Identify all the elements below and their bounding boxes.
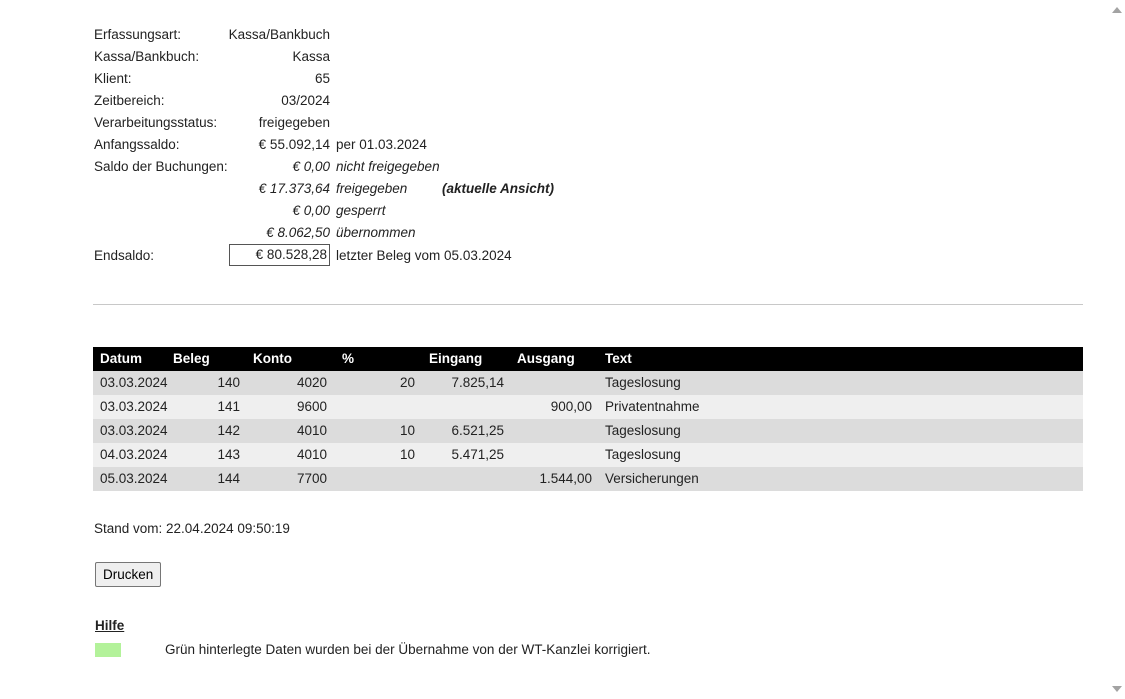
cell-percent: 10 [399,423,415,438]
cell-datum: 03.03.2024 [100,399,168,414]
cell-text: Privatentnahme [605,399,700,414]
stand-timestamp: Stand vom: 22.04.2024 09:50:19 [94,521,290,536]
cell-text: Tageslosung [605,375,681,390]
table-row [93,371,1083,395]
header-text: Text [605,351,632,366]
zeitbereich-value: 03/2024 [281,93,330,108]
cell-beleg: 143 [217,447,240,462]
cell-beleg: 142 [217,423,240,438]
cell-text: Tageslosung [605,423,681,438]
kassa-value: Kassa [292,49,330,64]
cell-konto: 4020 [296,375,327,390]
anfangssaldo-date: per 01.03.2024 [336,137,427,152]
cell-konto: 4010 [296,447,327,462]
saldo-status-uebernommen: übernommen [336,225,416,240]
cell-beleg: 141 [217,399,240,414]
endsaldo-value: € 80.528,28 [229,244,330,266]
cell-beleg: 140 [217,375,240,390]
cell-text: Versicherungen [605,471,699,486]
saldo-status-freigegeben: freigegeben [336,181,408,196]
endsaldo-label: Endsaldo: [94,248,155,263]
cell-percent: 10 [399,447,415,462]
saldo-status-nicht-freigegeben: nicht freigegeben [336,159,440,174]
cell-percent: 20 [399,375,415,390]
anfangssaldo-label: Anfangssaldo: [94,137,180,152]
saldo-amount-freigegeben: € 17.373,64 [258,181,330,196]
cell-ausgang: 1.544,00 [539,471,592,486]
cell-datum: 05.03.2024 [100,471,168,486]
cell-ausgang: 900,00 [550,399,592,414]
saldo-amount-uebernommen: € 8.062,50 [266,225,330,240]
header-datum: Datum [100,351,143,366]
print-button[interactable]: Drucken [95,562,161,587]
cell-konto: 7700 [296,471,327,486]
klient-label: Klient: [94,71,132,86]
cell-eingang: 6.521,25 [451,423,504,438]
cell-datum: 04.03.2024 [100,447,168,462]
saldo-status-gesperrt: gesperrt [336,203,386,218]
saldo-amount-gesperrt: € 0,00 [292,203,330,218]
kassa-label: Kassa/Bankbuch: [94,49,200,64]
table-row [93,395,1083,419]
status-value: freigegeben [258,115,330,130]
cell-beleg: 144 [217,471,240,486]
table-row [93,467,1083,491]
saldo-label: Saldo der Buchungen: [94,159,228,174]
cell-konto: 4010 [296,423,327,438]
divider [93,304,1083,305]
correction-color-swatch [95,643,121,657]
cell-konto: 9600 [296,399,327,414]
header-eingang: Eingang [429,351,483,366]
table-row [93,443,1083,467]
cell-eingang: 5.471,25 [451,447,504,462]
cell-datum: 03.03.2024 [100,423,168,438]
klient-value: 65 [314,71,330,86]
cell-text: Tageslosung [605,447,681,462]
endsaldo-last-receipt: letzter Beleg vom 05.03.2024 [336,248,512,263]
scroll-down-arrow-icon[interactable] [1112,686,1122,692]
help-title: Hilfe [95,618,125,633]
zeitbereich-label: Zeitbereich: [94,93,165,108]
header-beleg: Beleg [173,351,210,366]
vertical-scrollbar[interactable] [1108,0,1125,699]
header-ausgang: Ausgang [517,351,575,366]
table-row [93,419,1083,443]
erfassungsart-value: Kassa/Bankbuch [228,27,330,42]
table-header [93,347,1083,371]
cell-eingang: 7.825,14 [451,375,504,390]
current-view-note: (aktuelle Ansicht) [442,181,555,196]
saldo-amount-nicht-freigegeben: € 0,00 [292,159,330,174]
header-percent: % [342,351,355,366]
scroll-up-arrow-icon[interactable] [1112,7,1122,13]
anfangssaldo-value: € 55.092,14 [258,137,330,152]
cell-datum: 03.03.2024 [100,375,168,390]
bookings-table [93,347,1083,491]
status-label: Verarbeitungsstatus: [94,115,218,130]
header-konto: Konto [253,351,292,366]
help-legend-text: Grün hinterlegte Daten wurden bei der Übernahme von der WT-Kanzlei korrigiert. [165,642,651,657]
erfassungsart-label: Erfassungsart: [94,27,182,42]
